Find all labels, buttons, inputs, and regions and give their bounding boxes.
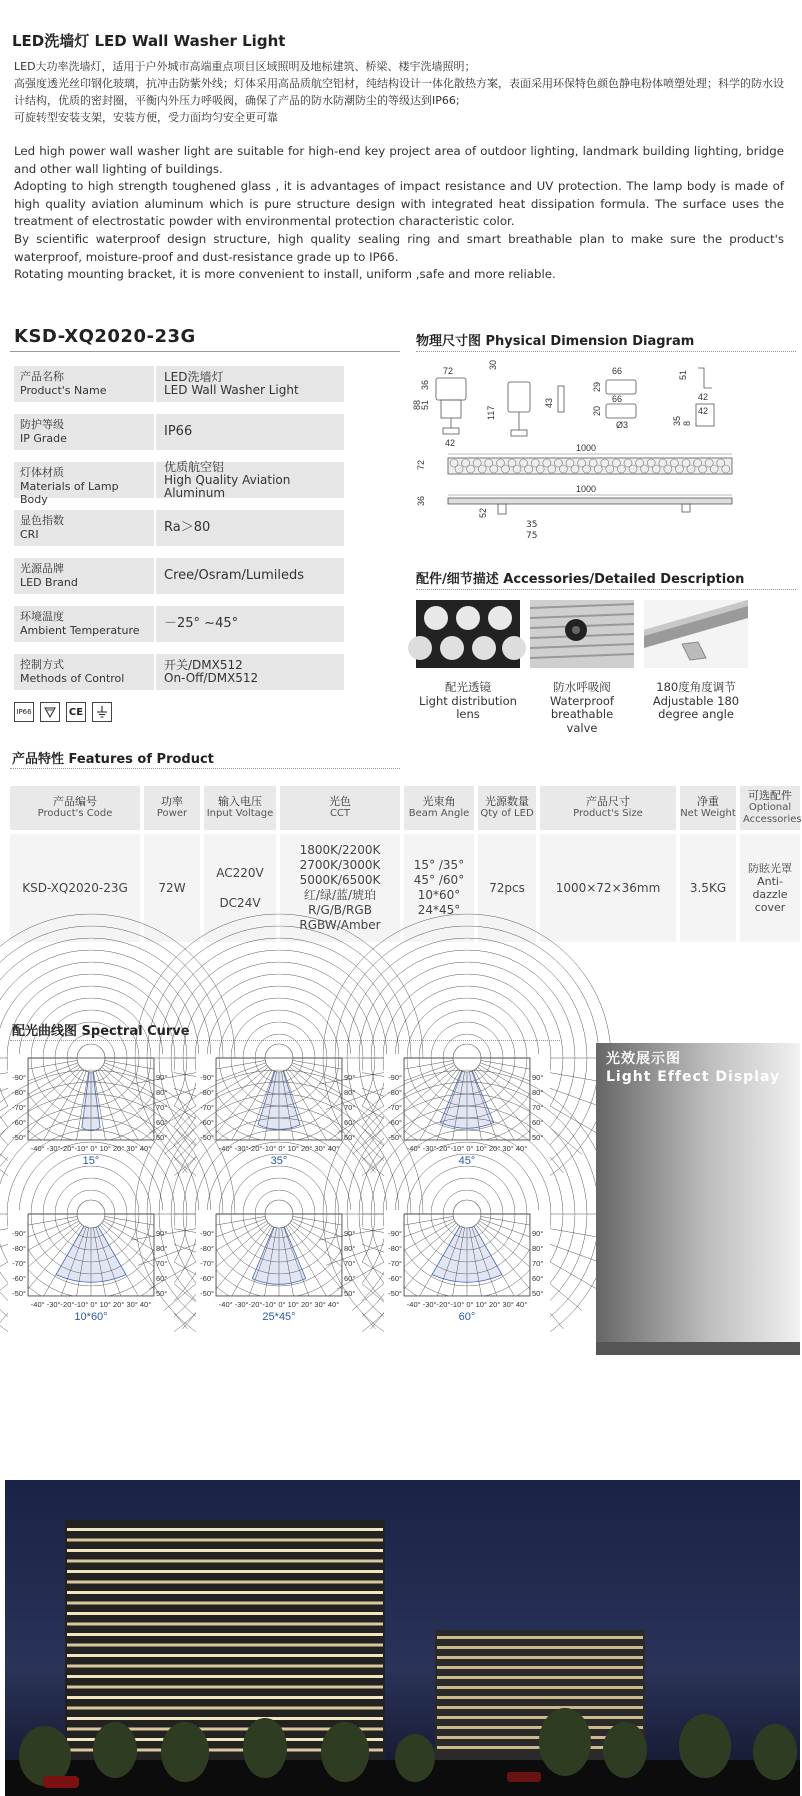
tick-label: -90°: [200, 1073, 214, 1082]
header-en: Input Voltage: [206, 808, 274, 819]
tick-label: -60°: [12, 1274, 26, 1283]
cell-qty: 72pcs: [489, 880, 525, 895]
lit-floor: [67, 1696, 383, 1699]
spectral-title: 配光曲线图 Spectral Curve: [12, 1024, 190, 1039]
accessory-caption: [634, 681, 758, 722]
divider: [416, 589, 796, 590]
tick-label: -50°: [388, 1133, 402, 1142]
section-view-front: [436, 378, 466, 434]
certification-icons: [14, 702, 112, 722]
dim-label: 43: [544, 397, 554, 408]
tick-label: 70°: [532, 1103, 544, 1112]
features-title: 产品特性 Features of Product: [12, 752, 214, 767]
mask: [342, 1054, 362, 1144]
spec-label-cn: 防护等级: [20, 418, 64, 431]
ip66-icon: IP66: [14, 702, 34, 722]
lit-floor: [67, 1549, 383, 1552]
spec-label-en: IP Grade: [20, 431, 67, 445]
dimension-title: 物理尺寸图 Physical Dimension Diagram: [416, 334, 695, 349]
spec-label-cn: 光源品牌: [20, 562, 64, 575]
cell-beam: 15° /35°: [413, 858, 465, 872]
tick-label: -80°: [200, 1088, 214, 1097]
light-effect-panel: [596, 1043, 800, 1355]
header-cn: 光色: [329, 795, 351, 808]
header-en: Net Weight: [680, 808, 736, 819]
tick-label: -70°: [12, 1259, 26, 1268]
tick-label: -40° -30°-20°-10° 0° 10° 20° 30° 40°: [406, 1300, 528, 1309]
dim-label: 29: [592, 381, 602, 392]
accessory-en: Adjustable 180: [652, 693, 740, 708]
spec-row-cri: [14, 510, 344, 546]
lit-floor: [437, 1706, 643, 1709]
lit-floor: [67, 1633, 383, 1636]
table-cell: [680, 834, 736, 942]
spec-value: [156, 414, 344, 450]
dim-label: Ø3: [616, 420, 629, 430]
header-en: Product's Code: [37, 808, 113, 819]
tick-label: 80°: [156, 1088, 168, 1097]
lit-floor: [437, 1666, 643, 1669]
cell-cct: 5000K/6500K: [299, 873, 381, 887]
spec-label: [14, 414, 154, 450]
spec-value: [156, 510, 344, 546]
divider: [10, 1040, 560, 1041]
accessory-cn: 配光透镜: [445, 680, 491, 694]
mask: [154, 1054, 174, 1144]
lit-floor: [67, 1612, 383, 1615]
intro-chinese: [14, 58, 784, 126]
spec-label-en: Product's Name: [20, 383, 107, 397]
cell-cct: 2700K/3000K: [299, 858, 381, 872]
tick-label: -80°: [388, 1088, 402, 1097]
tick-label: -50°: [388, 1289, 402, 1298]
bracket-view: [558, 386, 564, 412]
table-cell: [204, 834, 276, 942]
tick-label: -50°: [200, 1133, 214, 1142]
tick-label: -90°: [388, 1229, 402, 1238]
accessory-en: Waterproof: [550, 693, 614, 708]
lit-floor: [437, 1716, 643, 1719]
tick-label: -40° -30°-20°-10° 0° 10° 20° 30° 40°: [30, 1144, 152, 1153]
night-building-photo: [5, 1480, 800, 1796]
dim-label: 66: [612, 394, 623, 404]
section-view-side: [508, 382, 530, 436]
header-cn: 功率: [161, 795, 183, 808]
header-cn: 输入电压: [218, 795, 262, 808]
header-en: CCT: [329, 808, 351, 819]
spec-row-name: [14, 366, 344, 402]
header-cn: 光束角: [422, 795, 456, 808]
cell-cct: RGBW/Amber: [299, 918, 381, 932]
spec-label: [14, 654, 154, 690]
cell-beam: 10*60°: [417, 888, 461, 902]
spec-value-line: Cree/Osram/Lumileds: [164, 568, 305, 583]
lit-floor: [67, 1602, 383, 1605]
tick-label: 90°: [532, 1073, 544, 1082]
accessory-caption: [520, 681, 644, 735]
spec-value-line: 优质航空铝: [164, 459, 225, 474]
table-header: [478, 786, 536, 830]
bracket-right: [682, 504, 690, 512]
accessory-caption: [406, 681, 530, 722]
intro-en-para: By scientific waterproof design structure, high quality sealing ring and smart breathable plan to make sure the product's waterproof, moisture-proof and dust-resistance grade up to IP66.: [14, 231, 784, 264]
tick-label: 60°: [532, 1274, 544, 1283]
tick-label: -80°: [12, 1244, 26, 1253]
cell-size: 1000×72×36mm: [555, 880, 661, 895]
bracket-photo: [644, 600, 748, 668]
header-cn: 净重: [697, 795, 719, 808]
mask: [196, 1210, 216, 1300]
spec-label-cn: 环境温度: [20, 610, 64, 623]
tick-label: -70°: [200, 1259, 214, 1268]
table-header: [280, 786, 400, 830]
tick-label: -40° -30°-20°-10° 0° 10° 20° 30° 40°: [406, 1144, 528, 1153]
tick-label: 70°: [344, 1103, 356, 1112]
tick-label: -50°: [12, 1133, 26, 1142]
spec-label-en: Ambient Temperature: [20, 623, 140, 637]
intro-en-para: Led high power wall washer light are suitable for high-end key project area of outdoor lighting, landmark building lighting, bridge and other wall lighting of buildings.: [14, 144, 784, 176]
divider: [10, 768, 400, 769]
table-header: [540, 786, 676, 830]
tick-label: -50°: [200, 1289, 214, 1298]
spec-value-line: LED洗墙灯: [164, 370, 224, 384]
header-cn: 产品编号: [53, 795, 97, 808]
header-cn: 光源数量: [485, 795, 529, 808]
tick-label: 70°: [344, 1259, 356, 1268]
lit-floor: [437, 1636, 643, 1639]
dim-label: 51: [678, 369, 688, 380]
spec-label-cn: 控制方式: [20, 658, 64, 671]
dim-label: 51: [420, 399, 430, 410]
tick-label: 60°: [344, 1118, 356, 1127]
tick-label: -60°: [388, 1274, 402, 1283]
mask: [8, 1054, 28, 1144]
spec-label: [14, 366, 154, 402]
intro-cn-line: 可旋转型安装支架，安装方便，受力面均匀安全更可靠: [14, 111, 278, 124]
dim-label: 36: [416, 495, 426, 506]
lit-floor: [437, 1686, 643, 1689]
intro-en-para: Rotating mounting bracket, it is more convenient to install, uniform ,safe and more reliable.: [14, 267, 556, 282]
cell-accessory: 防眩光罩: [748, 862, 792, 875]
curve-label: 25*45°: [262, 1311, 296, 1323]
cell-cct: 红/绿/蓝/琥珀: [303, 888, 377, 902]
accessory-en: valve: [566, 720, 598, 735]
table-cell: [280, 834, 400, 942]
curve-label: 10*60°: [74, 1311, 108, 1323]
accessory-en: degree angle: [658, 707, 734, 721]
spec-label-en: LED Brand: [20, 575, 78, 589]
tick-label: -50°: [12, 1289, 26, 1298]
lit-floor: [67, 1581, 383, 1584]
lit-floor: [67, 1570, 383, 1573]
lit-floor: [67, 1675, 383, 1678]
spec-value: [156, 558, 344, 594]
spec-row-ip: [14, 414, 344, 450]
tick-label: -90°: [12, 1229, 26, 1238]
mask: [530, 1054, 550, 1144]
effect-panel-base: [596, 1342, 800, 1355]
tick-label: 70°: [156, 1259, 168, 1268]
dim-label: 72: [443, 366, 454, 376]
tick-label: 50°: [156, 1133, 168, 1142]
recycle-icon: [40, 702, 60, 722]
ground-icon: [92, 702, 112, 722]
tick-label: 80°: [344, 1088, 356, 1097]
lamp-side-view: [448, 498, 732, 504]
tick-label: 50°: [344, 1133, 356, 1142]
spec-value-line: Ra＞80: [164, 520, 211, 535]
curve-label: 45°: [458, 1155, 476, 1167]
bracket-left: [498, 504, 506, 514]
dimension-diagram: [412, 359, 796, 520]
tick-label: -80°: [12, 1088, 26, 1097]
dim-label: 42: [445, 438, 456, 448]
mask: [384, 1054, 404, 1144]
tick-label: 90°: [156, 1073, 168, 1082]
lit-floor: [67, 1528, 383, 1531]
spec-row-brand: [14, 558, 344, 594]
cell-cct: R/G/B/RGB: [308, 903, 372, 917]
spec-value: [156, 654, 344, 690]
tick-label: -70°: [200, 1103, 214, 1112]
mask: [384, 1210, 404, 1300]
lit-floor: [437, 1676, 643, 1679]
accessory-en: breathable: [550, 707, 614, 721]
tick-label: 80°: [532, 1244, 544, 1253]
table-cell: [740, 834, 800, 942]
cell-accessory: cover: [754, 901, 786, 914]
spectral-curves: [10, 1052, 570, 1362]
tick-label: -40° -30°-20°-10° 0° 10° 20° 30° 40°: [30, 1300, 152, 1309]
lit-floor: [67, 1707, 383, 1710]
accessory-en: Light distribution: [419, 693, 517, 708]
spec-label: [14, 558, 154, 594]
table-header: [740, 786, 800, 830]
model-code: KSD-XQ2020-23G: [14, 326, 196, 347]
cell-weight: 3.5KG: [689, 880, 727, 895]
tick-label: -70°: [388, 1259, 402, 1268]
light-effect-title: [606, 1050, 780, 1086]
effect-title-cn: 光效展示图: [606, 1051, 681, 1067]
lit-floor: [67, 1686, 383, 1689]
header-en: Power: [156, 808, 188, 819]
spec-value: [156, 459, 344, 500]
ce-icon: CE: [66, 702, 86, 722]
tick-label: 90°: [344, 1229, 356, 1238]
spec-label: [14, 510, 154, 546]
table-header: [204, 786, 276, 830]
accessories-title: 配件/细节描述 Accessories/Detailed Description: [416, 572, 745, 587]
spec-row-control: [14, 654, 344, 690]
curve-label: 15°: [82, 1155, 100, 1167]
intro-cn-line: 高强度透光丝印钢化玻璃，抗冲击防紫外线；灯体采用高品质航空铝材，纯结构设计一体化散热方案，表面采用环保特色颜色静电粉体喷塑处理；科学的防水设计结构，优质的密封圈，平衡内外压力呼吸阀，确保了产品的防水防潮防尘的等级达到IP66;: [14, 77, 784, 107]
page-title: LED洗墙灯 LED Wall Washer Light: [12, 32, 286, 50]
table-cell: [10, 834, 140, 942]
mask: [196, 1054, 216, 1144]
lit-floor: [437, 1646, 643, 1649]
cell-voltage: DC24V: [219, 896, 261, 910]
tick-label: 50°: [532, 1133, 544, 1142]
spec-label-cn: 显色指数: [20, 514, 64, 527]
tick-label: 50°: [344, 1289, 356, 1298]
header-en: Beam Angle: [408, 808, 470, 819]
tick-label: -40° -30°-20°-10° 0° 10° 20° 30° 40°: [218, 1300, 340, 1309]
lit-floor: [67, 1560, 383, 1563]
lens-photo: [416, 600, 520, 668]
intro-cn-line: LED大功率洗墙灯，适用于户外城市高端重点项目区域照明及地标建筑、桥梁、楼宇洗墙照明；: [14, 60, 476, 73]
tick-label: -80°: [200, 1244, 214, 1253]
tick-label: 50°: [532, 1289, 544, 1298]
tick-label: -70°: [12, 1103, 26, 1112]
tick-label: -60°: [200, 1118, 214, 1127]
tick-label: 90°: [532, 1229, 544, 1238]
tick-label: 80°: [156, 1244, 168, 1253]
intro-en-para: Adopting to high strength toughened glass , it is advantages of impact resistance and UV protection. The lamp body is made of high quality aviation aluminum which is pure structure design with integrated heat dissipation formula. The surface uses the treatment of electrostatic powder with environmental protection characteristic color.: [14, 179, 784, 229]
spec-value-line: On-Off/DMX512: [164, 671, 259, 685]
spec-label-cn: 产品名称: [20, 370, 64, 383]
mask: [8, 1210, 28, 1300]
dim-label: 30: [488, 359, 498, 370]
header-en: Product's Size: [573, 808, 643, 819]
dim-label: 1000: [576, 484, 597, 494]
table-cell: [478, 834, 536, 942]
spec-value: [156, 606, 344, 642]
spec-label-cn: 灯体材质: [20, 466, 64, 479]
tick-label: -80°: [388, 1244, 402, 1253]
accessory-cn: 防水呼吸阀: [553, 680, 611, 694]
dim-label: 72: [416, 459, 426, 470]
curve-label: 60°: [458, 1311, 476, 1323]
tick-label: -60°: [12, 1118, 26, 1127]
mask: [530, 1210, 550, 1300]
dim-label: 20: [592, 405, 602, 416]
lit-floor: [437, 1696, 643, 1699]
tick-label: -40° -30°-20°-10° 0° 10° 20° 30° 40°: [218, 1144, 340, 1153]
tick-label: -60°: [388, 1118, 402, 1127]
dim-label: 88: [412, 399, 422, 410]
spec-label: [14, 462, 154, 506]
tick-label: 70°: [156, 1103, 168, 1112]
spec-value-line: 开关/DMX512: [164, 658, 243, 672]
dim-label: 117: [486, 405, 496, 420]
spec-value: [156, 366, 344, 402]
tick-label: 60°: [156, 1274, 168, 1283]
spec-row-temp: [14, 606, 344, 642]
cell-code: KSD-XQ2020-23G: [22, 880, 128, 895]
lit-floor: [67, 1665, 383, 1668]
tick-label: -90°: [200, 1229, 214, 1238]
tick-label: -90°: [12, 1073, 26, 1082]
header-en: Optional Accessories: [743, 802, 802, 825]
dim-label: 8: [682, 420, 692, 426]
effect-title-en: Light Effect Display: [606, 1069, 781, 1085]
spec-value-line: IP66: [164, 424, 193, 439]
lit-floor: [67, 1717, 383, 1720]
spec-label-en: Materials of Lamp Body: [20, 479, 119, 506]
table-header: [404, 786, 474, 830]
mask: [154, 1210, 174, 1300]
lit-floor: [67, 1644, 383, 1647]
lit-floor: [67, 1623, 383, 1626]
divider: [416, 351, 796, 352]
valve-photo: [530, 600, 634, 668]
dim-label: 42: [698, 406, 709, 416]
spec-label-en: CRI: [20, 527, 39, 541]
tick-label: 80°: [344, 1244, 356, 1253]
cell-power: 72W: [158, 880, 186, 895]
tick-label: 50°: [156, 1289, 168, 1298]
dim-label: 1000: [576, 443, 597, 453]
cell-cct: 1800K/2200K: [299, 843, 381, 857]
dim-label: 35: [526, 520, 538, 530]
tick-label: 80°: [532, 1088, 544, 1097]
tick-label: -60°: [200, 1274, 214, 1283]
intro-english: [14, 143, 784, 284]
lit-floor: [67, 1591, 383, 1594]
tick-label: 70°: [532, 1259, 544, 1268]
accessory-en: lens: [456, 707, 480, 721]
tick-label: 60°: [344, 1274, 356, 1283]
tick-label: 60°: [532, 1118, 544, 1127]
dim-label: 35: [672, 415, 682, 426]
lit-floor: [67, 1539, 383, 1542]
spec-row-material: [14, 459, 344, 506]
tick-label: -90°: [388, 1073, 402, 1082]
tick-label: -70°: [388, 1103, 402, 1112]
spec-value-line: LED Wall Washer Light: [164, 383, 299, 397]
dim-label: 36: [420, 379, 430, 390]
spec-value-line: High Quality Aviation Aluminum: [164, 472, 291, 500]
header-cn: 可选配件: [748, 789, 792, 802]
lit-floor: [437, 1656, 643, 1659]
table-header: [144, 786, 200, 830]
tick-label: 90°: [344, 1073, 356, 1082]
spec-value-line: －25° ~45°: [164, 616, 239, 631]
lit-floor: [67, 1654, 383, 1657]
curve-label: 35°: [270, 1155, 288, 1167]
dim-label: 66: [612, 366, 623, 376]
spec-label: [14, 606, 154, 642]
cell-beam: 24*45°: [417, 903, 461, 917]
table-cell: [144, 834, 200, 942]
mask: [342, 1210, 362, 1300]
table-header: [10, 786, 140, 830]
dim-label: 52: [478, 507, 488, 518]
table-header: [680, 786, 736, 830]
tick-label: 90°: [156, 1229, 168, 1238]
cell-voltage: AC220V: [216, 866, 264, 880]
tick-label: 60°: [156, 1118, 168, 1127]
dim-label: 75: [526, 531, 538, 541]
cell-beam: 45° /60°: [413, 873, 465, 887]
accessory-cn: 180度角度调节: [656, 680, 736, 694]
header-en: Qty of LED: [480, 808, 534, 819]
cell-accessory: Anti-dazzle: [752, 875, 788, 901]
dim-label: 42: [698, 392, 709, 402]
header-cn: 产品尺寸: [586, 795, 630, 808]
spec-label-en: Methods of Control: [20, 671, 125, 685]
divider: [10, 351, 400, 352]
table-cell: [540, 834, 676, 942]
